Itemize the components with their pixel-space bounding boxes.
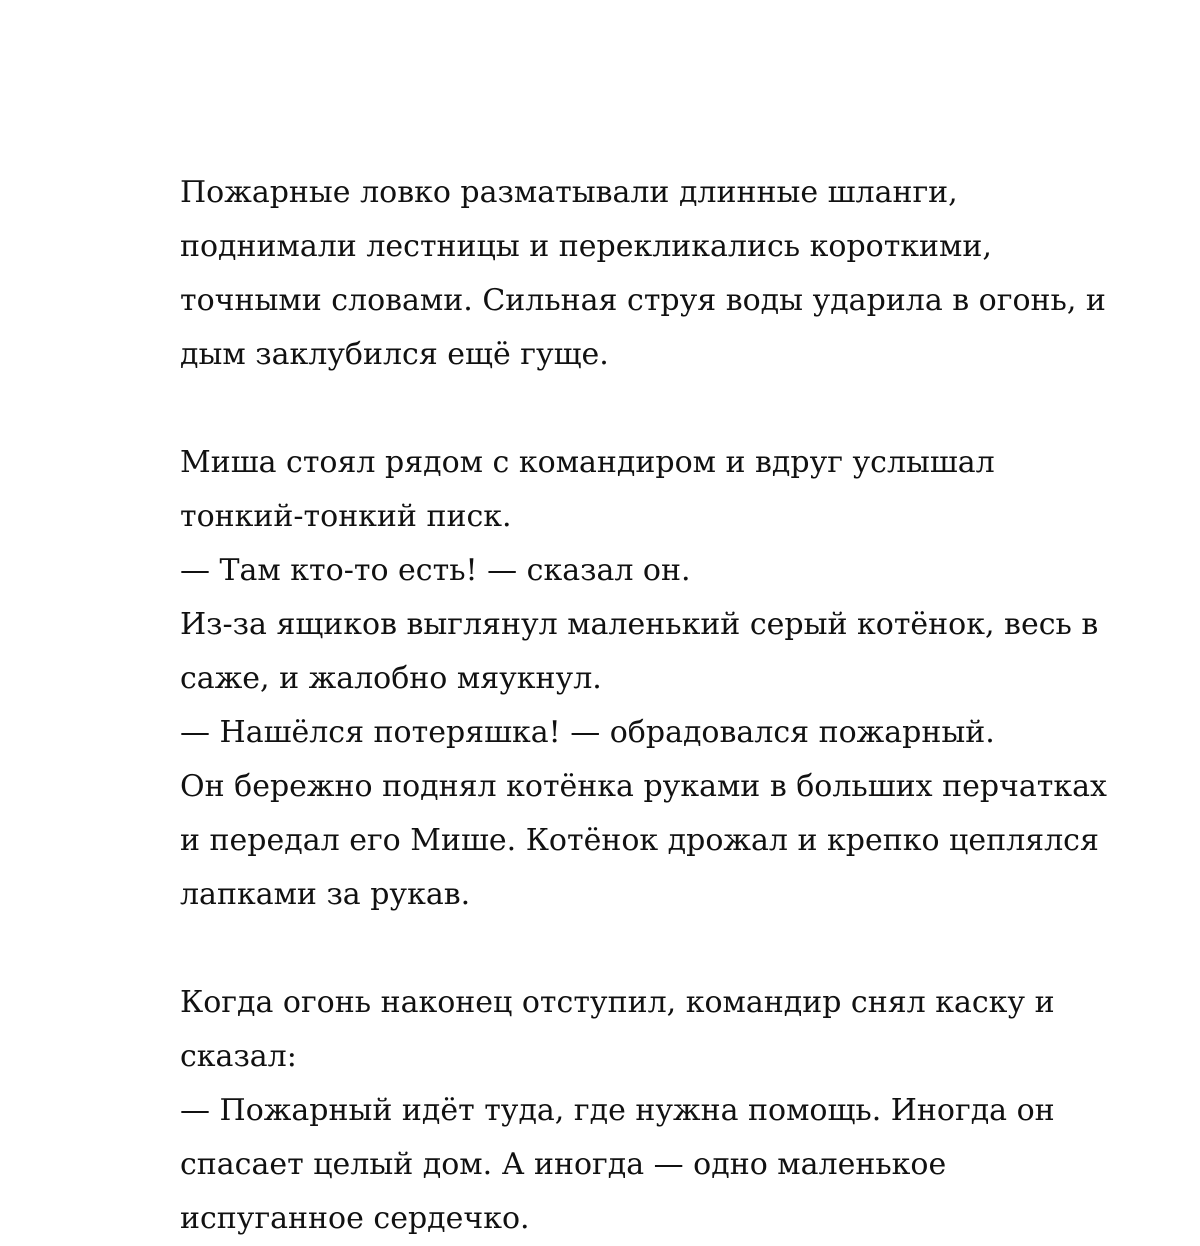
text-line: — Там кто-то есть! — сказал он.: [180, 553, 691, 588]
paragraph-firefighters-work: [180, 166, 1140, 382]
text-line: — Нашёлся потеряшка! — обрадовался пожарный.: [180, 715, 995, 750]
text-line: испуганное сердечко.: [180, 1201, 530, 1236]
paragraph-commander-words: [180, 976, 1140, 1246]
text-line: поднимали лестницы и перекликались короткими,: [180, 229, 992, 264]
text-line: тонкий-тонкий писк.: [180, 499, 512, 534]
text-line: сказал:: [180, 1039, 297, 1074]
text-line: и передал его Мише. Котёнок дрожал и крепко цеплялся: [180, 823, 1099, 858]
text-line: точными словами. Сильная струя воды ударила в огонь, и: [180, 283, 1106, 318]
text-line: дым заклубился ещё гуще.: [180, 337, 609, 372]
text-line: лапками за рукав.: [180, 877, 471, 912]
text-line: Миша стоял рядом с командиром и вдруг услышал: [180, 445, 995, 480]
text-line: Из-за ящиков выглянул маленький серый котёнок, весь в: [180, 607, 1099, 642]
text-line: — Пожарный идёт туда, где нужна помощь. Иногда он: [180, 1093, 1055, 1128]
text-line: Он бережно поднял котёнка руками в больших перчатках: [180, 769, 1107, 804]
paragraph-kitten-found: [180, 436, 1140, 922]
text-line: Пожарные ловко разматывали длинные шланги,: [180, 175, 958, 210]
story-text: [180, 166, 1140, 1246]
text-line: саже, и жалобно мяукнул.: [180, 661, 602, 696]
text-line: спасает целый дом. А иногда — одно маленькое: [180, 1147, 947, 1182]
text-line: Когда огонь наконец отступил, командир снял каску и: [180, 985, 1055, 1020]
